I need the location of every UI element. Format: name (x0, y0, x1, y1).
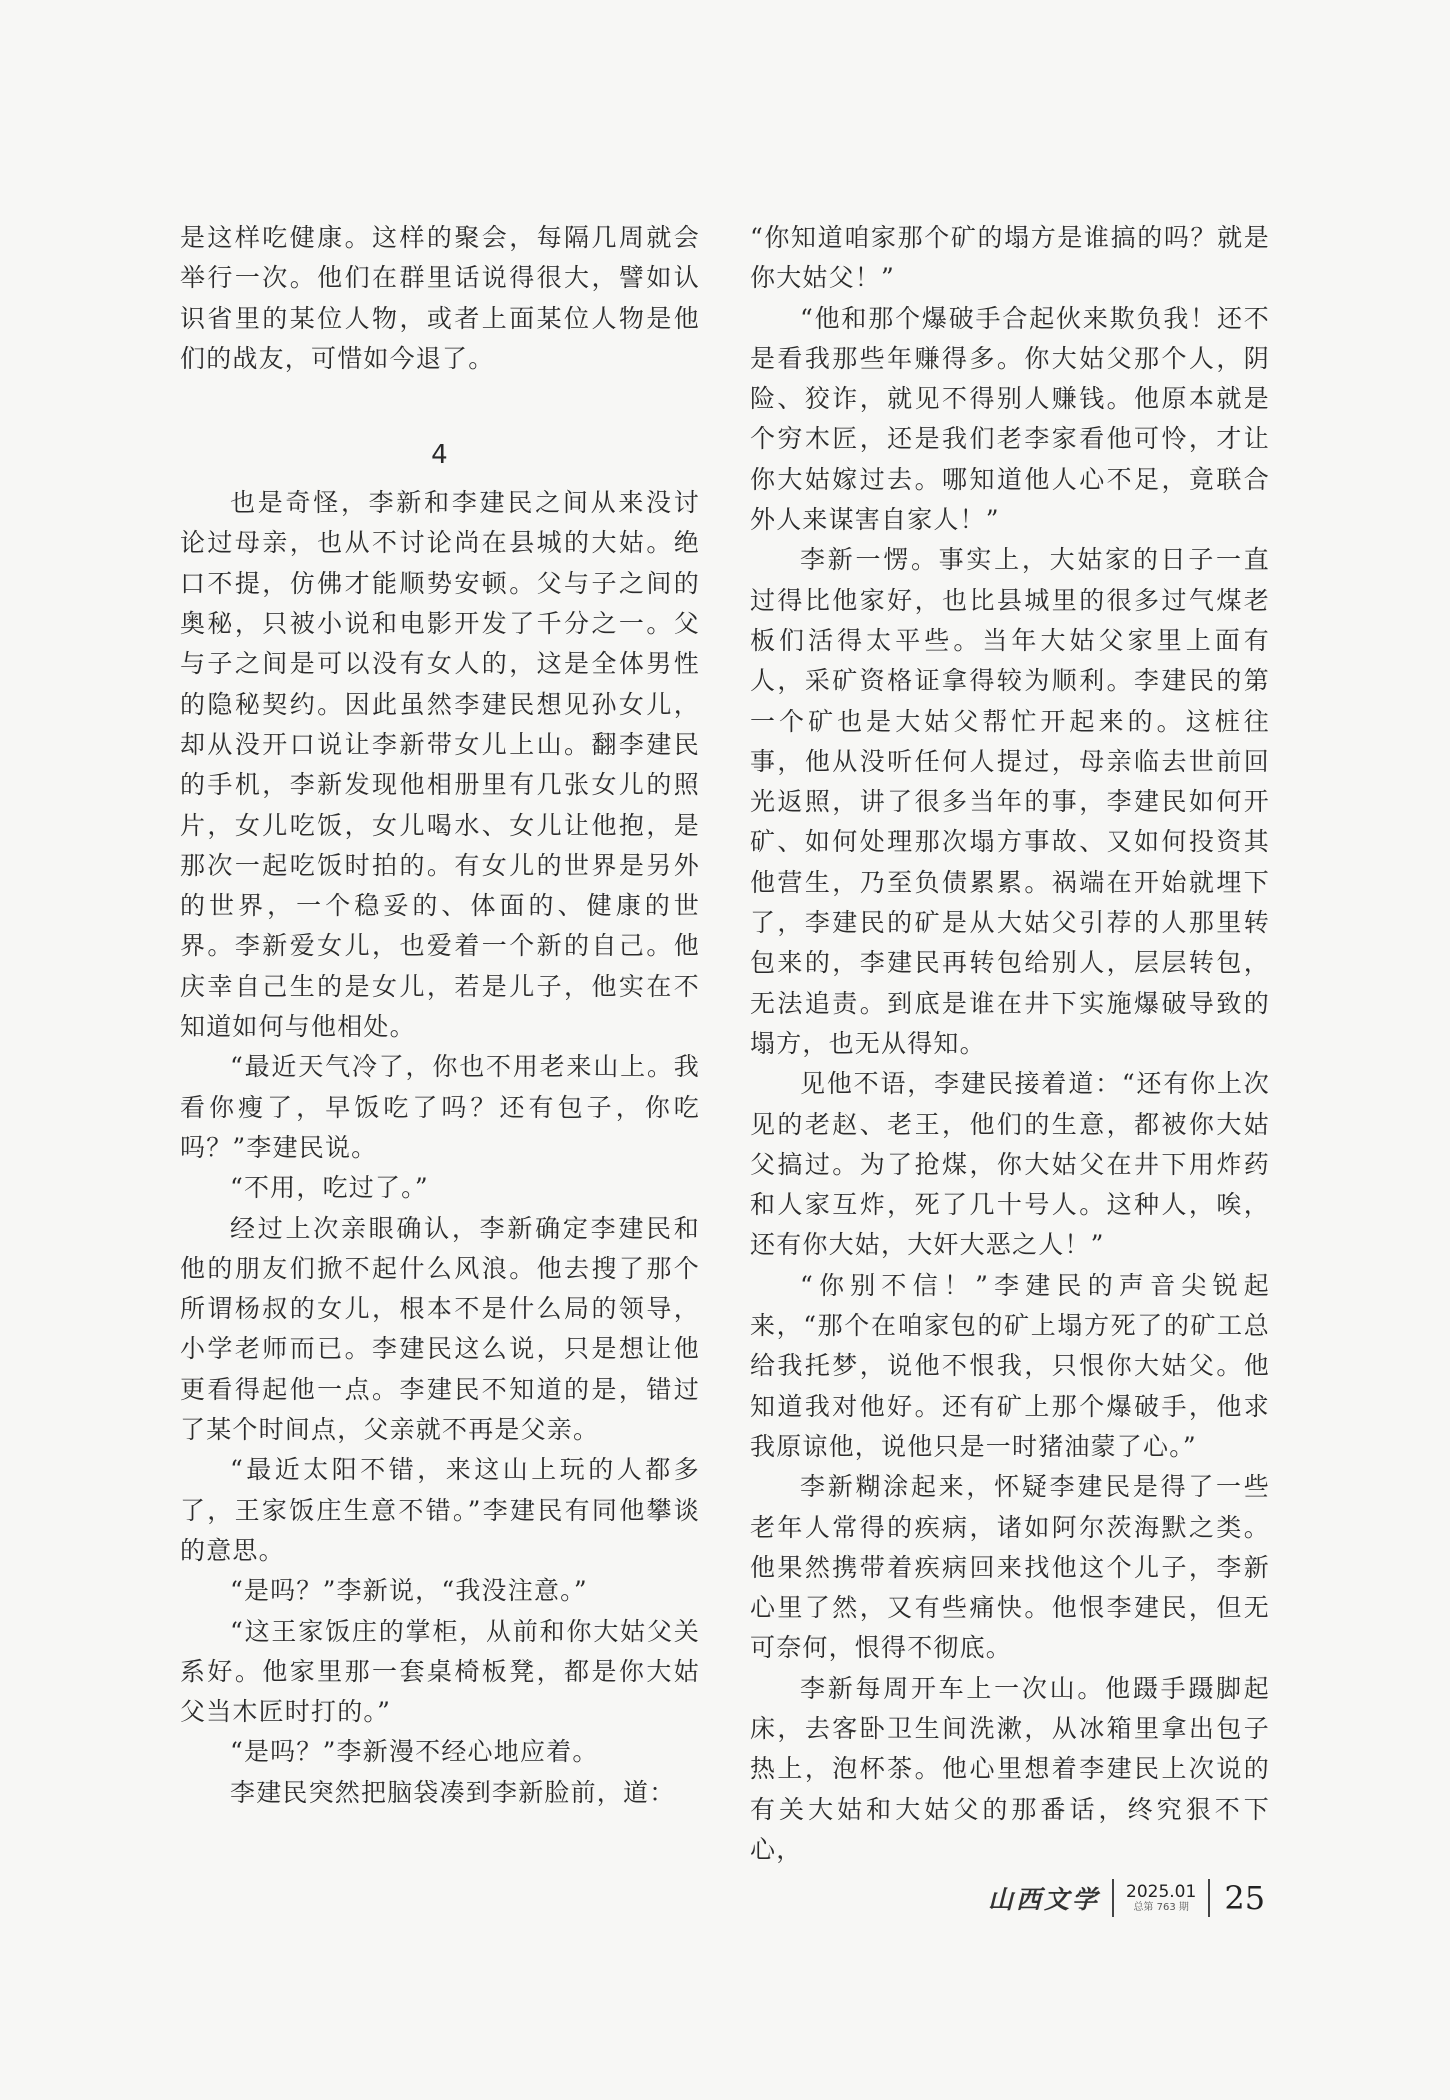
page-number: 25 (1224, 1879, 1266, 1917)
paragraph: “最近天气冷了，你也不用老来山上。我看你瘦了，早饭吃了吗？还有包子，你吃吗？”李建民说。 (180, 1052, 700, 1162)
paragraph: 也是奇怪，李新和李建民之间从来没讨论过母亲，也从不讨论尚在县城的大姑。绝口不提，仿佛才能顺势安顿。父与子之间的奥秘，只被小说和电影开发了千分之一。父与子之间是可以没有女人的，这是全体男性的隐秘契约。因此虽然李建民想见孙女儿，却从没开口说让李新带女儿上山。翻李建民的手机，李新发现他相册里有几张女儿的照片，女儿吃饭，女儿喝水、女儿让他抱，是那次一起吃饭时拍的。有女儿的世界是另外的世界，一个稳妥的、体面的、健康的世界。李新爱女儿，也爱着一个新的自己。他庆幸自己生的是女儿，若是儿子，他实在不知道如何与他相处。 (180, 488, 700, 1042)
issue-date: 2025.01 (1126, 1882, 1197, 1902)
section-number: 4 (431, 440, 449, 471)
paragraph: 见他不语，李建民接着道：“还有你上次见的老赵、老王，他们的生意，都被你大姑父搞过。为了抢煤，你大姑父在井下用炸药和人家互炸，死了几十号人。这种人，唉，还有你大姑，大奸大恶之人！” (750, 1069, 1270, 1260)
paragraph: 李建民突然把脑袋凑到李新脸前，道： (230, 1777, 676, 1807)
paragraph: 李新每周开车上一次山。他蹑手蹑脚起床，去客卧卫生间洗漱，从冰箱里拿出包子热上，泡杯茶。他心里想着李建民上次说的有关大姑和大姑父的那番话，终究狠不下心， (750, 1673, 1270, 1864)
page-footer (988, 1876, 1265, 1920)
paragraph: “他和那个爆破手合起伙来欺负我！还不是看我那些年赚得多。你大姑父那个人，阴险、狡诈，就见不得别人赚钱。他原本就是个穷木匠，还是我们老李家看他可怜，才让你大姑嫁过去。哪知道他人心不足，竟联合外人来谋害自家人！” (750, 303, 1270, 535)
paragraph: “是吗？”李新漫不经心地应着。 (230, 1737, 599, 1767)
issue-info (1114, 1882, 1208, 1914)
paragraph: “你别不信！”李建民的声音尖锐起来，“那个在咱家包的矿上塌方死了的矿工总给我托梦，说他不恨我，只恨你大姑父。他知道我对他好。还有矿上那个爆破手，他求我原谅他，说他只是一时猪油蒙了心。” (750, 1270, 1270, 1461)
paragraph: 李新一愣。事实上，大姑家的日子一直过得比他家好，也比县城里的很多过气煤老板们活得太平些。当年大姑父家里上面有人，采矿资格证拿得较为顺利。李建民的第一个矿也是大姑父帮忙开起来的。这桩往事，他从没听任何人提过，母亲临去世前回光返照，讲了很多当年的事，李建民如何开矿、如何处理那次塌方事故、又如何投资其他营生，乃至负债累累。祸端在开始就埋下了，李建民的矿是从大姑父引荐的人那里转包来的，李建民再转包给别人，层层转包，无法追责。到底是谁在井下实施爆破导致的塌方，也无从得知。 (750, 545, 1270, 1058)
paragraph: “你知道咱家那个矿的塌方是谁搞的吗？就是你大姑父！” (750, 223, 1270, 293)
paragraph: “这王家饭庄的掌柜，从前和你大姑父关系好。他家里那一套桌椅板凳，都是你大姑父当木匠时打的。” (180, 1616, 700, 1727)
paragraph: “是吗？”李新说，“我没注意。” (230, 1576, 588, 1606)
magazine-logo: 山西文学 (988, 1885, 1101, 1914)
paragraph: 是这样吃健康。这样的聚会，每隔几周就会举行一次。他们在群里话说得很大，譬如认识省里的某位人物，或者上面某位人物是他们的战友，可惜如今退了。 (180, 223, 700, 373)
paragraph: 李新糊涂起来，怀疑李建民是得了一些老年人常得的疾病，诸如阿尔茨海默之类。他果然携带着疾病回来找他这个儿子，李新心里了然，又有些痛快。他恨李建民，但无可奈何，恨得不彻底。 (750, 1472, 1270, 1663)
left-column (180, 218, 700, 1813)
right-column (750, 218, 1270, 1870)
issue-volume: 总第 763 期 (1133, 1902, 1189, 1913)
paragraph: 经过上次亲眼确认，李新确定李建民和他的朋友们掀不起什么风浪。他去搜了那个所谓杨叔的女儿，根本不是什么局的领导，小学老师而已。李建民这么说，只是想让他更看得起他一点。李建民不知道的是，错过了某个时间点，父亲就不再是父亲。 (180, 1213, 700, 1445)
paragraph: “不用，吃过了。” (230, 1173, 429, 1203)
paragraph: “最近太阳不错，来这山上玩的人都多了，王家饭庄生意不错。”李建民有同他攀谈的意思。 (180, 1455, 700, 1565)
